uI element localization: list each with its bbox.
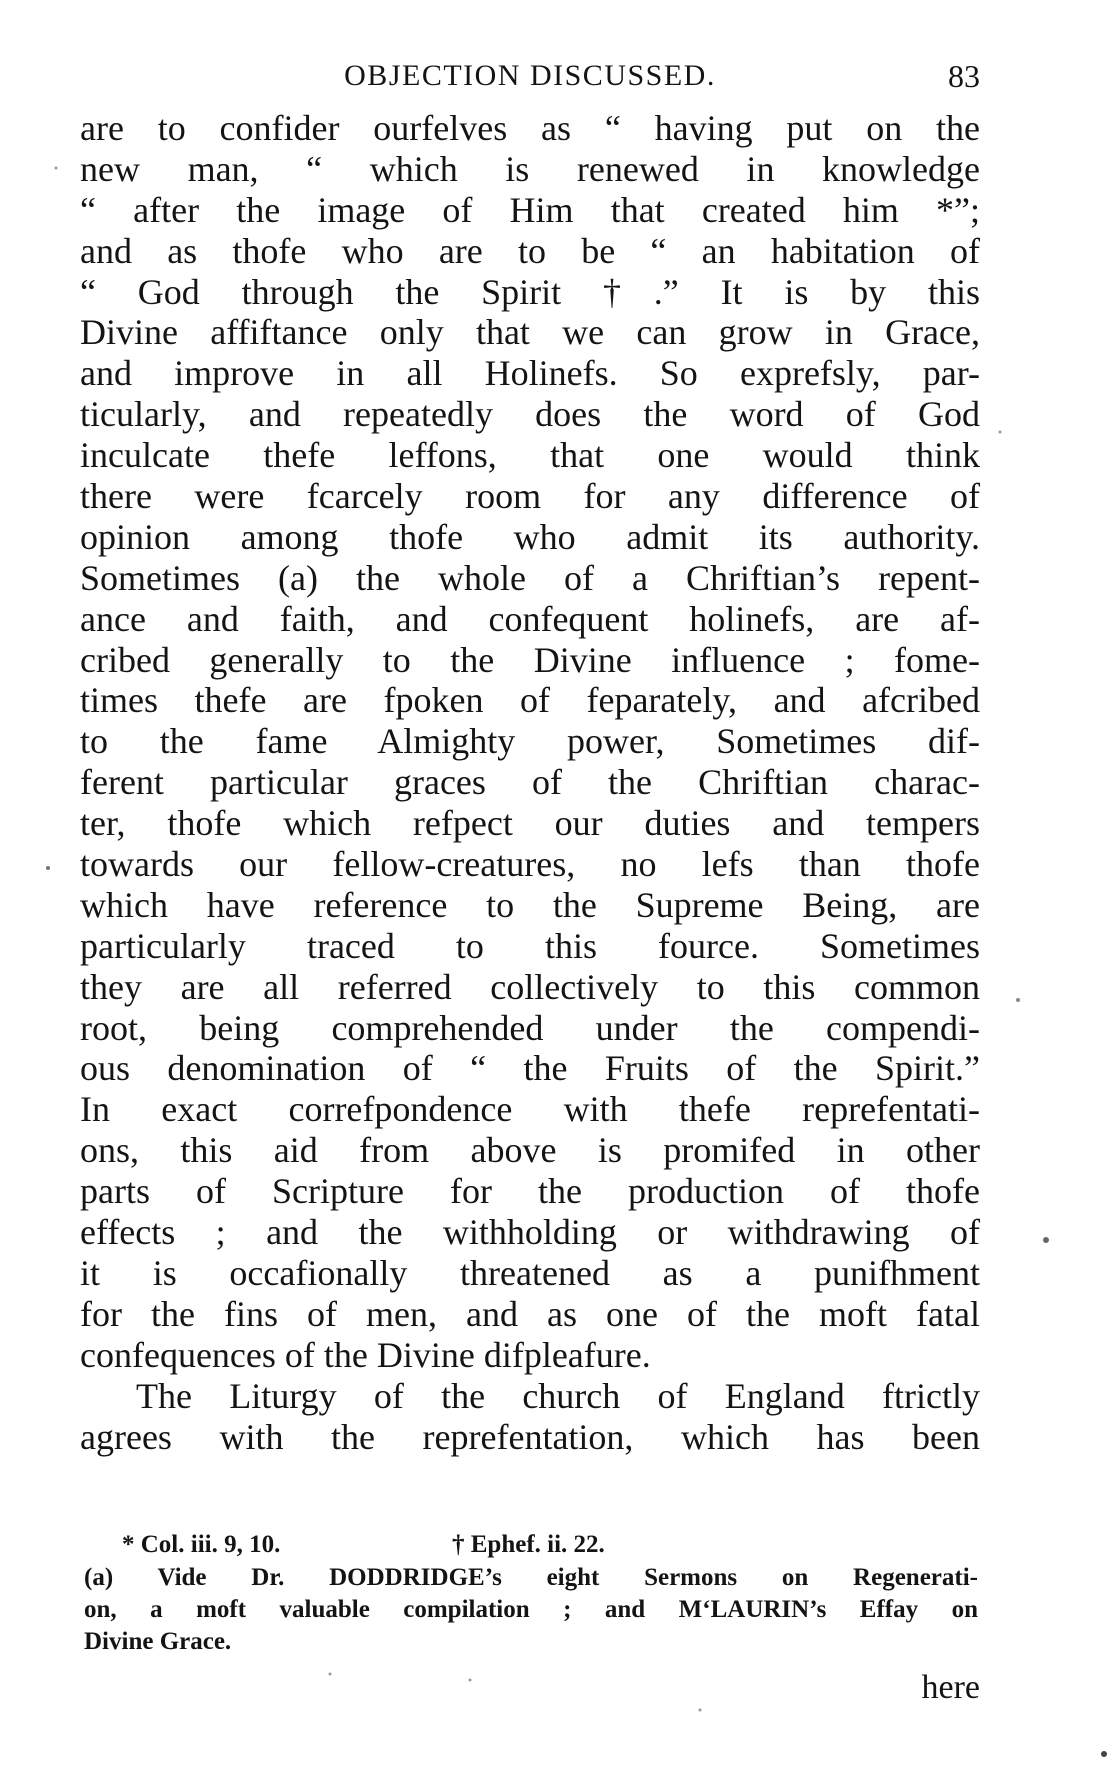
text-line: confequences of the Divine difpleafure.	[80, 1334, 651, 1375]
footnotes	[84, 1528, 978, 1658]
text-line: to the fame Almighty power, Sometimes dif-	[80, 721, 980, 762]
catchword: here	[921, 1669, 980, 1706]
text-line: particularly traced to this fource. Sometimes	[80, 925, 980, 966]
text-line: there were fcarcely room for any difference of	[80, 476, 980, 517]
page-number: 83	[948, 58, 980, 94]
text-line: inculcate thefe leffons, that one would think	[80, 435, 980, 476]
text-line: Sometimes (a) the whole of a Chriftian’s repent-	[80, 557, 980, 598]
text-line: ferent particular graces of the Chriftian charac-	[80, 762, 980, 803]
footnote-references	[84, 1528, 978, 1562]
running-title: OBJECTION DISCUSSED.	[344, 59, 716, 92]
text-line: are to confider ourfelves as “ having put on the	[80, 108, 980, 148]
text-line: it is occafionally threatened as a punifhment	[80, 1252, 980, 1293]
text-line: times thefe are fpoken of feparately, and afcribed	[80, 680, 980, 721]
text-line: ons, this aid from above is promifed in other	[80, 1130, 980, 1171]
text-line: they are all referred collectively to this common	[80, 966, 980, 1007]
text-line: “ God through the Spirit †.” It is by this	[80, 271, 980, 312]
body-text	[80, 108, 980, 1457]
text-line: agrees with the reprefentation, which has been	[80, 1416, 980, 1457]
text-line: cribed generally to the Divine influence ; fome-	[80, 639, 980, 680]
text-line: “ after the image of Him that created him *”;	[80, 189, 980, 230]
footnote-ref-ephes: † Ephef. ii. 22.	[452, 1531, 605, 1558]
text-line: and as thofe who are to be “ an habitation of	[80, 230, 980, 271]
text-line: ous denomination of “ the Fruits of the Spirit.”	[80, 1048, 980, 1089]
text-line: root, being comprehended under the compendi-	[80, 1007, 980, 1048]
text-line: ance and faith, and confequent holinefs, are af-	[80, 598, 980, 639]
paragraph-start-line: The Liturgy of the church of England ftrictly	[136, 1375, 980, 1416]
footnote-ref-col: * Col. iii. 9, 10.	[122, 1531, 281, 1558]
text-line: for the fins of men, and as one of the moft fatal	[80, 1293, 980, 1334]
running-head	[80, 52, 980, 100]
text-line: parts of Scripture for the production of thofe	[80, 1171, 980, 1212]
text-line: which have reference to the Supreme Being, are	[80, 884, 980, 925]
footnote-a-line: on, a moft valuable compilation ; and M‘LAURIN’s Effay on	[84, 1596, 978, 1623]
text-line: ter, thofe which refpect our duties and tempers	[80, 803, 980, 844]
footnote-a-line: Divine Grace.	[84, 1628, 232, 1655]
text-line: towards our fellow-creatures, no lefs than thofe	[80, 844, 980, 885]
text-line: new man, “ which is renewed in knowledge	[80, 148, 980, 189]
text-line: In exact correfpondence with thefe reprefentati-	[80, 1089, 980, 1130]
text-line: and improve in all Holinefs. So exprefsly, par-	[80, 353, 980, 394]
text-line: effects ; and the withholding or withdrawing of	[80, 1212, 980, 1253]
text-line: Divine affiftance only that we can grow in Grace,	[80, 312, 980, 353]
footnote-a-line: (a) Vide Dr. DODDRIDGE’s eight Sermons on Regenerati-	[84, 1564, 978, 1591]
text-line: opinion among thofe who admit its authority.	[80, 516, 980, 557]
text-line: ticularly, and repeatedly does the word of God	[80, 394, 980, 435]
